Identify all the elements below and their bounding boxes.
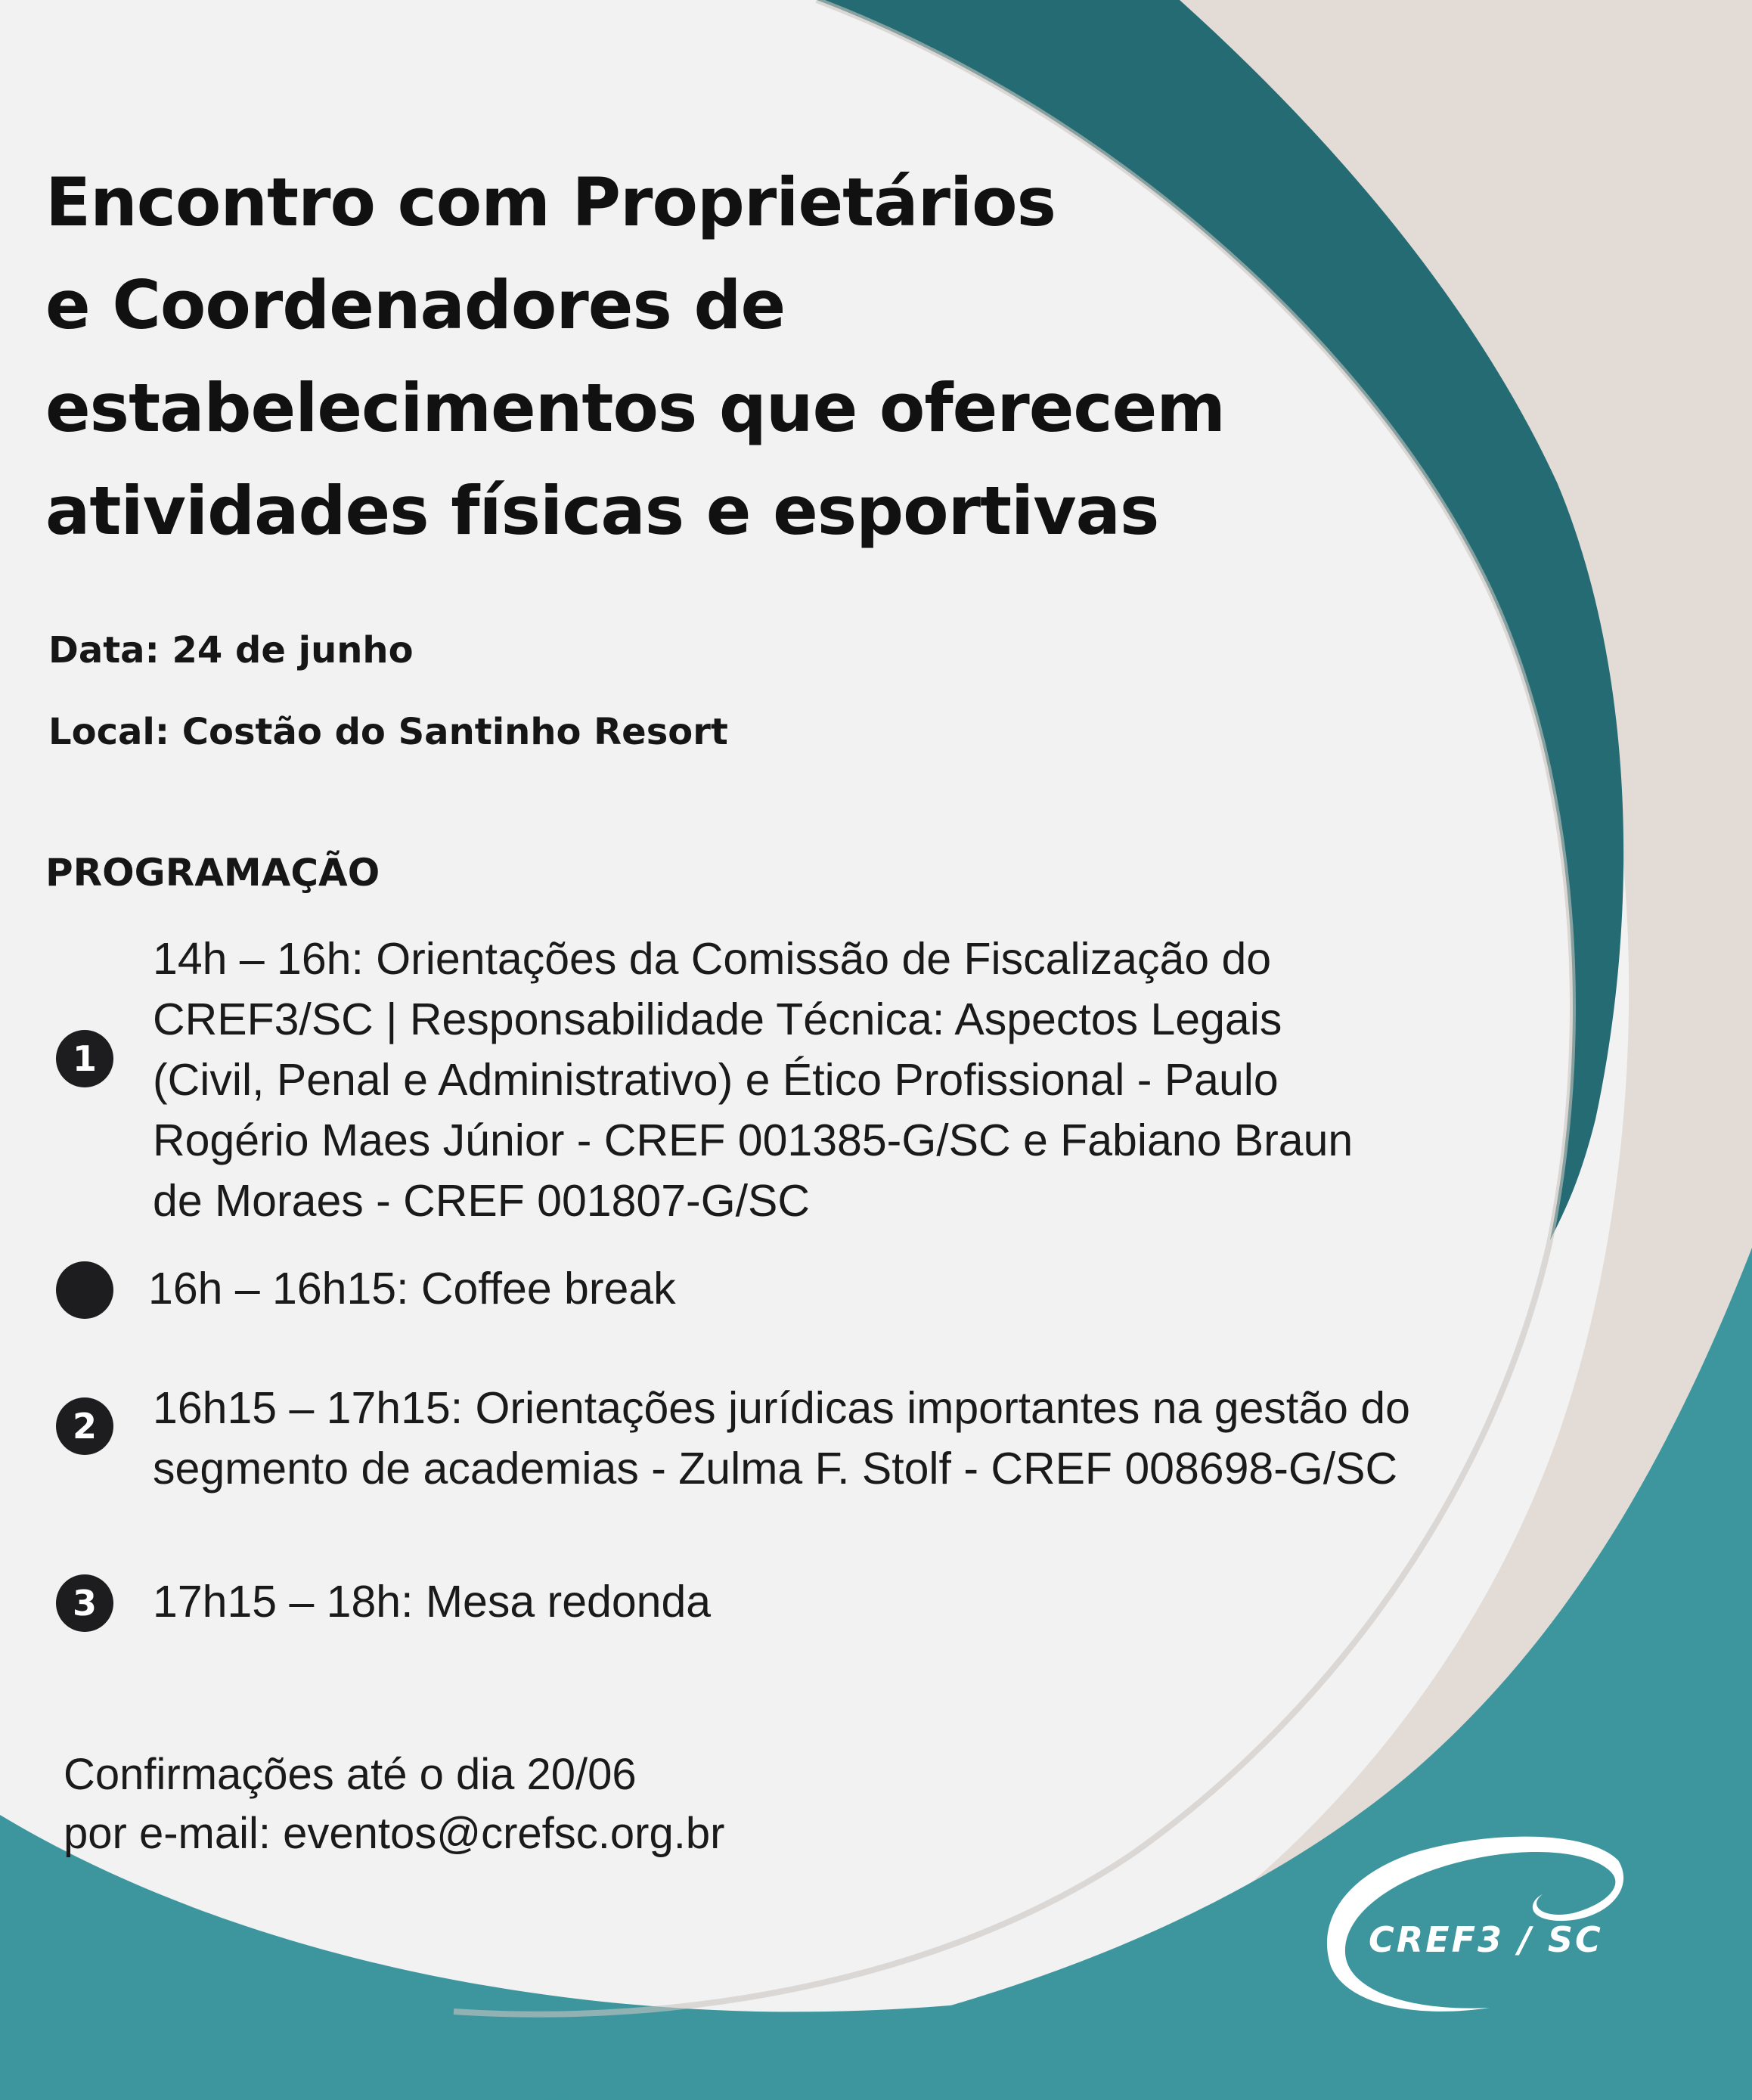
bullet-number-2: 2 — [56, 1397, 113, 1455]
program-item-line: segmento de academias - Zulma F. Stolf - CREF 008698-G/SC — [153, 1444, 1398, 1494]
program-item-line: 17h15 – 18h: Mesa redonda — [153, 1577, 712, 1627]
bullet-dot — [56, 1261, 113, 1319]
program-item-line: de Moraes - CREF 001807-G/SC — [153, 1176, 810, 1226]
title-line: e Coordenadores de — [45, 266, 786, 344]
title-line: Encontro com Proprietários — [45, 163, 1056, 241]
program-item-line: CREF3/SC | Responsabilidade Técnica: Aspectos Legais — [153, 994, 1282, 1044]
program-item-line: (Civil, Penal e Administrativo) e Ético Profissional - Paulo — [153, 1055, 1279, 1105]
event-date: Data: 24 de junho — [48, 629, 414, 672]
program-heading: PROGRAMAÇÃO — [45, 851, 380, 895]
program-item-line: 14h – 16h: Orientações da Comissão de Fiscalização do — [153, 934, 1272, 984]
confirmation-line: Confirmações até o dia 20/06 — [64, 1750, 637, 1799]
program-item-3 — [153, 1571, 711, 1632]
program-item-line: 16h – 16h15: Coffee break — [148, 1264, 676, 1314]
event-title — [45, 151, 1331, 563]
title-line: estabelecimentos que oferecem — [45, 369, 1225, 447]
program-item-line: 16h15 – 17h15: Orientações jurídicas importantes na gestão do — [153, 1383, 1410, 1433]
logo-text: CREF3 / SC — [1369, 1919, 1603, 1960]
confirmation-email-line: por e-mail: eventos@crefsc.org.br — [64, 1809, 725, 1858]
cref-logo — [1301, 1830, 1633, 2019]
program-item-coffee — [148, 1258, 676, 1319]
program-item-line: Rogério Maes Júnior - CREF 001385-G/SC e Fabiano Braun — [153, 1115, 1354, 1165]
confirmation-note — [64, 1745, 724, 1863]
bullet-number-3: 3 — [56, 1574, 113, 1632]
program-item-2 — [153, 1378, 1410, 1499]
bullet-number-1: 1 — [56, 1030, 113, 1087]
title-line: atividades físicas e esportivas — [45, 472, 1159, 550]
program-item-1 — [153, 929, 1353, 1231]
event-location: Local: Costão do Santinho Resort — [48, 711, 728, 753]
